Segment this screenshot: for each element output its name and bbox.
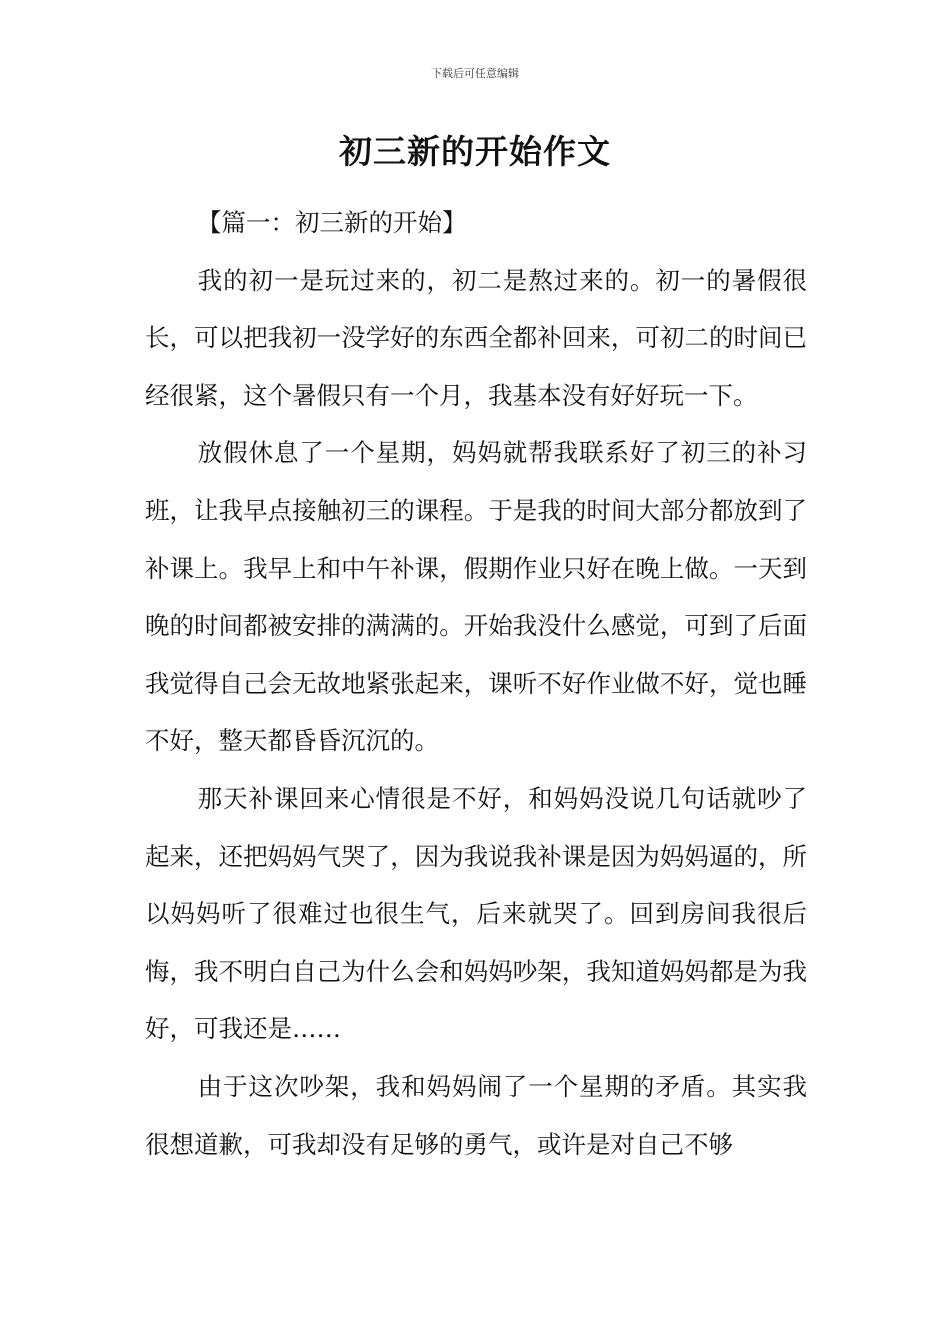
document-title: 初三新的开始作文 (339, 132, 611, 171)
paragraph-2: 放假休息了一个星期，妈妈就帮我联系好了初三的补习班，让我早点接触初三的课程。于是我的时间大部分都放到了补课上。我早上和中午补课，假期作业只好在晚上做。一天到晚的时间都被安排的满满的。开始我没什么感觉，可到了后面我觉得自己会无故地紧张起来，课听不好作业做不好，觉也睡不好，整天都昏昏沉沉的。 (145, 438, 807, 756)
header-note: 下载后可任意编辑 (431, 67, 519, 80)
paragraph-1: 我的初一是玩过来的，初二是熬过来的。初一的暑假很长，可以把我初一没学好的东西全都补回来，可初二的时间已经很紧，这个暑假只有一个月，我基本没有好好玩一下。 (145, 265, 807, 410)
paragraph-3: 那天补课回来心情很是不好，和妈妈没说几句话就吵了起来，还把妈妈气哭了，因为我说我补课是因为妈妈逼的，所以妈妈听了很难过也很生气，后来就哭了。回到房间我很后悔，我不明白自己为什么会和妈妈吵架，我知道妈妈都是为我好，可我还是…… (145, 783, 807, 1044)
document-body (145, 194, 807, 1173)
paragraph-4: 由于这次吵架，我和妈妈闹了一个星期的矛盾。其实我很想道歉，可我却没有足够的勇气，或许是对自己不够 (145, 1071, 807, 1159)
section-heading: 【篇一：初三新的开始】 (197, 208, 467, 237)
